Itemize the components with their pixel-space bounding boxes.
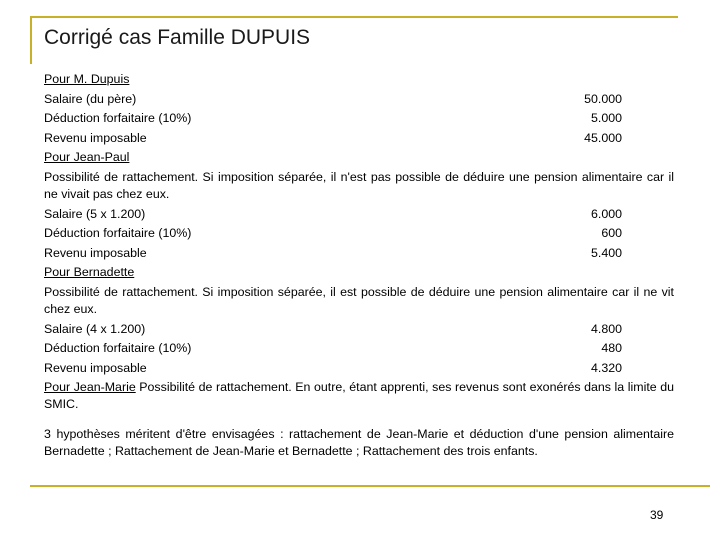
row-value: 480 bbox=[601, 341, 622, 355]
frame-top-line bbox=[30, 16, 678, 18]
section-heading-bernadette: Pour Bernadette bbox=[44, 265, 135, 279]
row-value: 5.000 bbox=[590, 111, 622, 125]
spacer bbox=[44, 415, 674, 425]
frame-bottom-line bbox=[30, 485, 710, 487]
row-value: 5.400 bbox=[590, 245, 622, 260]
row-value: 600 bbox=[601, 226, 622, 240]
table-row bbox=[44, 90, 674, 110]
row-label: Revenu imposable bbox=[44, 245, 147, 260]
slide-content bbox=[44, 70, 674, 462]
table-row bbox=[44, 244, 674, 264]
row-value: 6.000 bbox=[590, 206, 622, 221]
row-value: 50.000 bbox=[584, 91, 622, 106]
table-row bbox=[44, 359, 674, 379]
row-label: Déduction forfaitaire (10%) bbox=[44, 341, 192, 355]
section-heading-jean-paul: Pour Jean-Paul bbox=[44, 150, 130, 164]
row-value: 45.000 bbox=[584, 130, 622, 145]
table-row bbox=[44, 129, 674, 149]
row-label: Salaire (5 x 1.200) bbox=[44, 206, 146, 221]
table-row bbox=[44, 109, 674, 129]
table-row bbox=[44, 205, 674, 225]
row-label: Salaire (4 x 1.200) bbox=[44, 321, 146, 336]
table-row bbox=[44, 320, 674, 340]
row-label: Déduction forfaitaire (10%) bbox=[44, 111, 192, 125]
frame-left-line bbox=[30, 16, 32, 64]
section-text-bernadette: Possibilité de rattachement. Si imposition séparée, il est possible de déduire une pension alimentaire car il ne vit chez eux. bbox=[44, 284, 674, 316]
row-label: Déduction forfaitaire (10%) bbox=[44, 226, 192, 240]
conclusion-text: 3 hypothèses méritent d'être envisagées : rattachement de Jean-Marie et déduction d'une pension alimentaire Bernadette ; Rattachement de Jean-Marie et Bernadette ; Rattachement des trois enfants. bbox=[44, 427, 674, 458]
section-text-jean-marie: Possibilité de rattachement. En outre, étant apprenti, ses revenus sont exonérés dans la limite du SMIC. bbox=[44, 380, 675, 411]
row-value: 4.800 bbox=[590, 321, 622, 336]
section-heading-jean-marie: Pour Jean-Marie bbox=[44, 380, 136, 394]
table-row bbox=[44, 224, 674, 244]
row-label: Revenu imposable bbox=[44, 360, 147, 375]
page-number: 39 bbox=[650, 508, 664, 522]
section-jean-marie bbox=[44, 379, 674, 413]
slide-title: Corrigé cas Famille DUPUIS bbox=[44, 26, 311, 49]
row-value: 4.320 bbox=[590, 360, 622, 375]
table-row bbox=[44, 339, 674, 359]
section-text-jean-paul: Possibilité de rattachement. Si imposition séparée, il n'est pas possible de déduire une pension alimentaire car il ne vivait pas chez eux. bbox=[44, 169, 674, 201]
row-label: Salaire (du père) bbox=[44, 91, 137, 106]
row-label: Revenu imposable bbox=[44, 130, 147, 145]
section-heading-pere: Pour M. Dupuis bbox=[44, 72, 130, 86]
